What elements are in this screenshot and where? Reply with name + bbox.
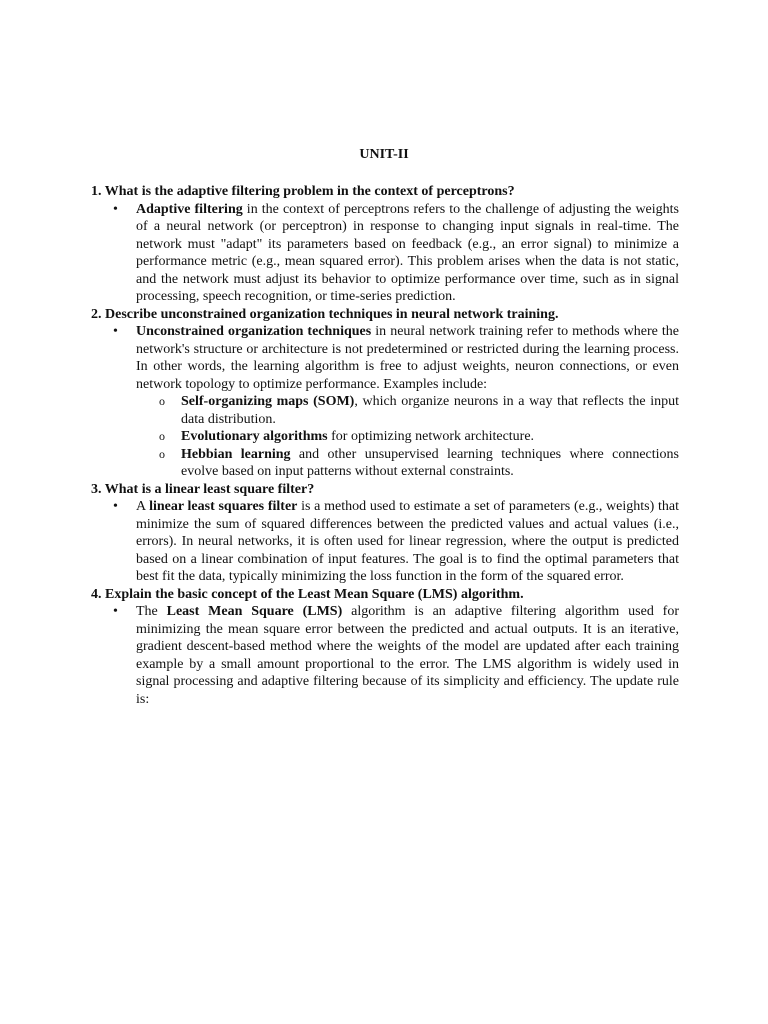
bullet-icon: •	[113, 324, 118, 339]
sub-item-som	[91, 393, 679, 428]
sub-item-text: , which organize neurons in a way that reflects the input data distribution.	[181, 394, 679, 427]
sub-item-text: and other unsupervised learning techniques where connections evolve based on input patterns without external constraints.	[181, 446, 679, 479]
answer-3-prefix: A	[136, 499, 150, 514]
document-body	[91, 183, 679, 708]
sub-item-term: Self-organizing maps (SOM)	[181, 394, 355, 409]
bullet-icon: •	[113, 201, 118, 217]
sub-item-hebbian	[91, 446, 679, 481]
circle-bullet-icon: o	[159, 394, 165, 408]
answer-2-text: in neural network training refer to methods where the network's structure or architecture is not predetermined or restricted during the learning process. In other words, the learning algorithm is free to adjust weights, neuron connections, or even network topology to optimize performance. Examples include:	[136, 324, 680, 392]
sub-item-text: for optimizing network architecture.	[327, 429, 535, 444]
sub-item-evolutionary	[91, 428, 679, 446]
bullet-icon: •	[113, 604, 118, 619]
answer-3	[91, 498, 679, 586]
answer-4	[91, 603, 679, 708]
question-4: 4. Explain the basic concept of the Least Mean Square (LMS) algorithm.	[91, 586, 524, 602]
answer-2	[91, 323, 679, 393]
sub-item-term: Evolutionary algorithms	[181, 429, 328, 444]
question-3: 3. What is a linear least square filter?	[91, 481, 315, 497]
unit-title: UNIT-II	[359, 147, 409, 162]
answer-4-term: Least Mean Square (LMS)	[166, 604, 343, 619]
answer-1-term: Adaptive filtering	[136, 201, 243, 217]
answer-3-term: linear least squares filter	[149, 499, 298, 514]
sub-item-term: Hebbian learning	[181, 446, 291, 462]
bullet-icon: •	[113, 499, 118, 514]
circle-bullet-icon: o	[159, 429, 165, 443]
answer-1	[91, 201, 679, 306]
answer-3-text: is a method used to estimate a set of parameters (e.g., weights) that minimize the sum of squared differences between the predicted values and actual values (i.e., errors). In neural networks, it is often used for linear regression, where the output is predicted based on a linear combination of input features. The goal is to find the optimal parameters that best fit the data, typically minimizing the loss function in the form of the squared error.	[136, 499, 679, 584]
answer-2-term: Unconstrained organization techniques	[136, 324, 372, 339]
question-1: 1. What is the adaptive filtering problem in the context of perceptrons?	[91, 184, 515, 199]
answer-1-text: in the context of perceptrons refers to the challenge of adjusting the weights of a neural network (or perceptron) in response to changing input signals in real-time. The network must "adapt" its parameters based on feedback (e.g., an error signal) to minimize a performance metric (e.g., mean squared error). This problem arises when the data is not static, and the network must adjust its behavior to optimize performance over time, such as in signal processing, speech recognition, or time-series prediction.	[136, 201, 679, 304]
answer-4-text: algorithm is an adaptive filtering algorithm used for minimizing the mean square error between the predicted and actual outputs. It is an iterative, gradient descent-based method where the weights of the model are updated after each training example by a small amount proportional to the error. The LMS algorithm is widely used in signal processing and adaptive filtering because of its simplicity and efficiency. The update rule is:	[136, 604, 680, 707]
question-2: 2. Describe unconstrained organization techniques in neural network training.	[91, 306, 559, 322]
circle-bullet-icon: o	[159, 446, 165, 461]
answer-4-prefix: The	[136, 604, 167, 619]
